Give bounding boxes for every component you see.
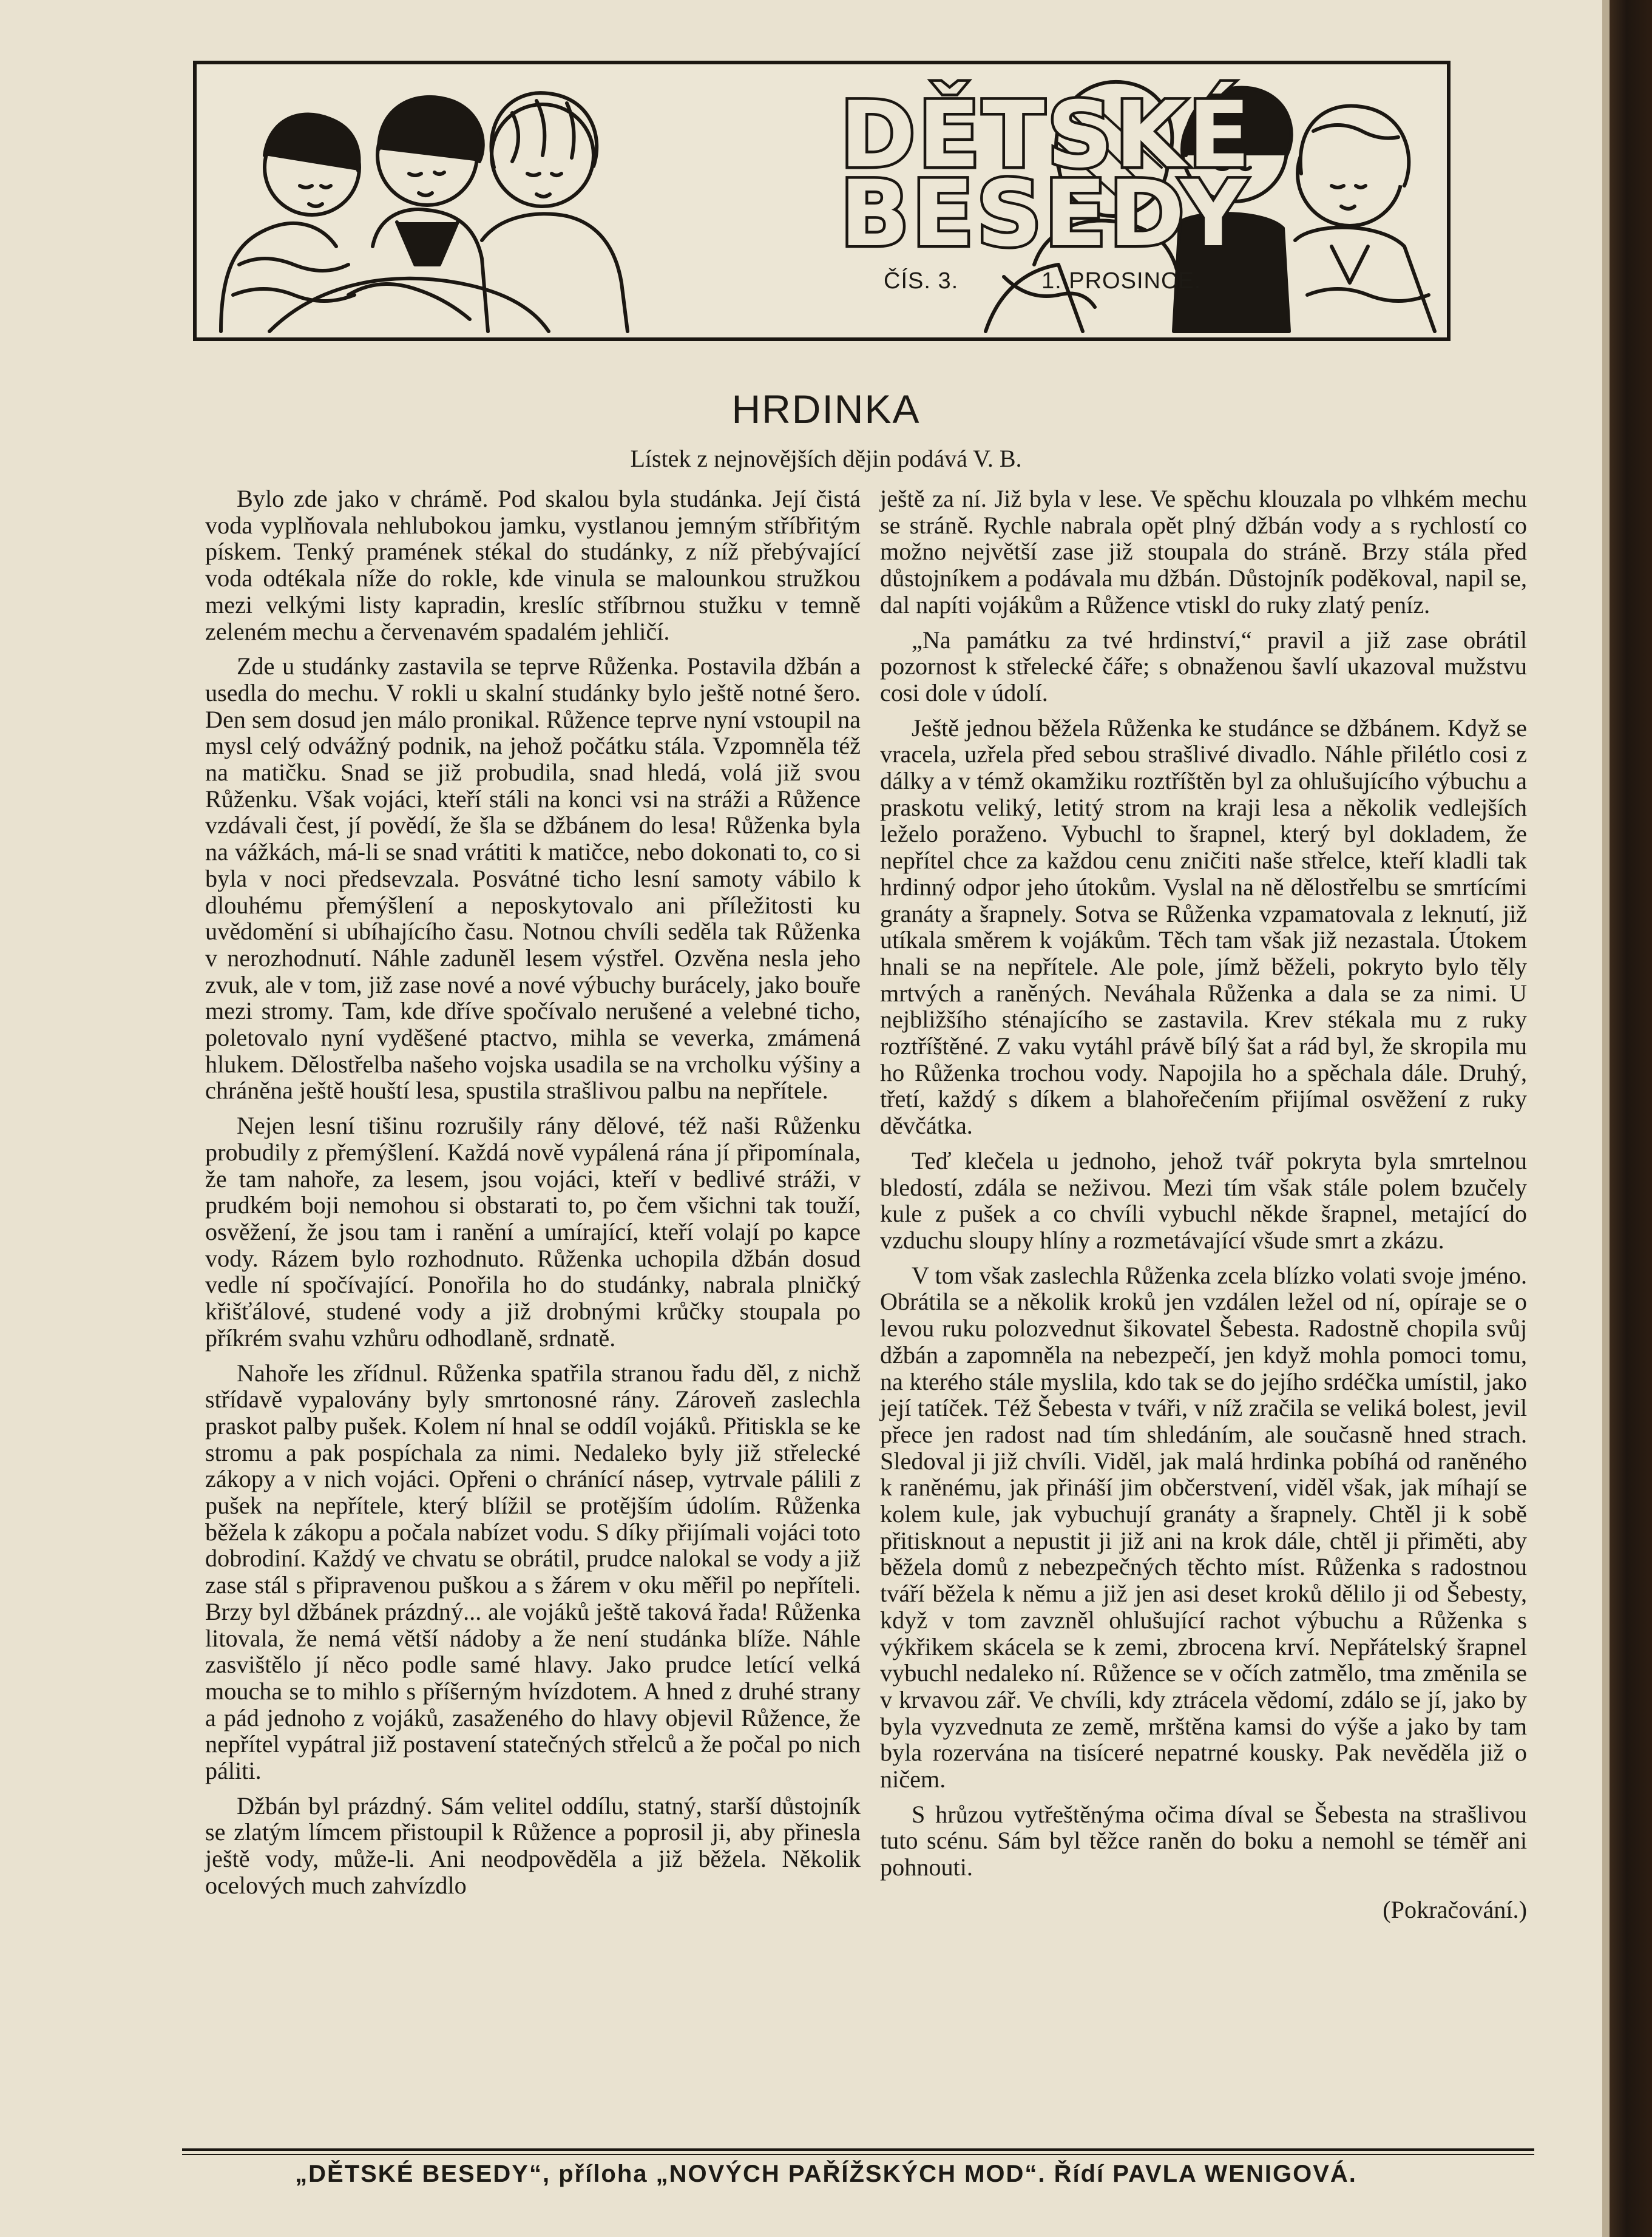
article-column-right bbox=[880, 486, 1527, 1932]
issue-date: 1. PROSINCE. bbox=[1041, 268, 1202, 294]
paragraph: Džbán byl prázdný. Sám velitel oddílu, statný, starší důstojník se zlatým límcem přistoupil k Růžence a poprosil ji, aby přinesla ještě vody, může-li. Ani neodpověděla a již běžela. Několik ocelových much zahvízdlo bbox=[205, 1792, 861, 1899]
paragraph: Nejen lesní tišinu rozrušily rány dělové, též naši Růženku probudily z přemýšlení. Každá nově vypálená rána jí připomínala, že tam nahoře, za lesem, jsou vojáci, kteří v bedlivé stráži, v prudkém boji nemohou si obstarati to, po čem všichni tak touží, osvěžení, že jsou tam i ranění a umírající, kteří volají po kapce vody. Rázem bylo rozhodnuto. Růženka uchopila džbán dosud vedle ní spočívající. Ponořila ho do studánky, nabrala plničký křišťálové, studené vody a již drobnými krůčky stoupala po příkrém svahu vzhůru odhodlaně, srdnatě. bbox=[205, 1112, 861, 1352]
masthead-banner bbox=[193, 61, 1451, 341]
children-illustration bbox=[197, 64, 1447, 337]
paragraph: Ještě jednou běžela Růženka ke studánce se džbánem. Když se vracela, uzřela před sebou strašlivé divadlo. Náhle přilétlo cosi z dálky a v témž okamžiku roztříštěn byl za ohlušujícího výbuchu a praskotu veliký, letitý strom na kraji lesa a několik vedlejších leželo poraženo. Vybuchl to šrapnel, který byl dokladem, že nepřítel chce za každou cenu zničiti naše střelce, kteří kladli tak hrdinný odpor jeho útokům. Vyslal na ně dělostřelbu se smrtícími granáty a šrapnely. Sotva se Růženka vzpamatovala z leknutí, již utíkala směrem k vojákům. Těch tam však již nezastala. Útokem hnali se na nepřítele. Ale pole, jímž běželi, pokryto bylo těly mrtvých a raněných. Neváhala Růženka a dala se za nimi. U nejbližšího sténajícího se zastavila. Krev stékala mu z ruky roztříštěné. Z vaku vytáhl právě bílý šat a rád byl, že skropila mu ho Růženka trochou vody. Napojila ho a spěchala dále. Druhý, třetí, každý s díkem a blahořečením přijímal osvěžení z ruky děvčátka. bbox=[880, 714, 1527, 1140]
issue-number: ČÍS. 3. bbox=[884, 268, 959, 294]
paragraph: Zde u studánky zastavila se teprve Růženka. Postavila džbán a usedla do mechu. V rokli u skalní studánky bylo ještě notné šero. Den sem dosud jen málo pronikal. Růžence teprve nyní vstoupil na mysl celý odvážný podnik, na jehož počátku stála. Vzpomněla též na matičku. Snad se již probudila, snad hledá, volá již svou Růženku. Však vojáci, kteří stáli na konci vsi na stráži a Růžence vzdávali čest, jí povědí, že šla se džbánem do lesa! Růženka byla na vážkách, má-li se snad vrátiti k matičce, nebo dokonati to, co si byla v noci předsevzala. Posvátné ticho lesní samoty vábilo k dlouhému přemýšlení a neposkytovalo ani příležitosti ku uvědomění si ubíhajícího času. Notnou chvíli seděla tak Růženka v nerozhodnutí. Náhle zaduněl lesem výstřel. Ozvěna nesla jeho zvuk, ale v tom, již zase nové a nové výbuchy burácely, jako bouře mezi stromy. Tam, kde dříve spočívalo nerušené a velebné ticho, poletovalo nyní vyděšené ptactvo, mihla se veverka, zmámená hlukem. Dělostřelba našeho vojska usadila se na vrcholku výšiny a chráněna ještě houští lesa, spustila strašlivou palbu na nepřítele. bbox=[205, 652, 861, 1105]
book-spine bbox=[1610, 0, 1652, 2237]
masthead-title-line2: BESEDY bbox=[840, 161, 1249, 267]
masthead-title-line1: DĚTSKÉ bbox=[840, 83, 1253, 188]
paragraph: V tom však zaslechla Růženka zcela blízko volati svoje jméno. Obrátila se a několik kroků jen vzdálen ležel od ní, opíraje se o levou ruku polozvednut šikovatel Šebesta. Radostně chopila svůj džbán a zapomněla na nebezpečí, jen když mohla pomoci tomu, na kterého stále myslila, kdo tak se do jejího srdéčka umístil, jako její tatíček. Též Šebesta v tváři, v níž zračila se veliká bolest, jevil přece jen radost nad tím shledáním, ale současně hned strach. Sledoval ji již chvíli. Viděl, jak malá hrdinka pobíhá od raněného k raněnému, jak přináší jim občerstvení, viděl však, jak míhají se kolem kule, jak vybuchují granáty a šrapnely. Chtěl ji k sobě přitisknout a nepustit ji již ani na krok dále, chtěl ji přiměti, aby běžela domů z nebezpečných těchto míst. Růženka s radostnou tváří běžela k němu a již jen asi deset kroků dělilo ji od Šebesty, když v tom zavzněl ohlušující rachot výbuchu a Růženka s výkřikem skácela se k zemi, zbrocena krví. Nepřátelský šrapnel vybuchl nedaleko ní. Růžence se v očích zatmělo, tma změnila se v krvavou zář. Ve chvíli, kdy ztrácela vědomí, zdálo se jí, jako by byla vyzvednuta ze země, mrštěna kamsi do výše a jako by tam byla rozervána na tisíceré nepatrné kousky. Pak nevěděla již o ničem. bbox=[880, 1261, 1527, 1793]
paragraph: Bylo zde jako v chrámě. Pod skalou byla studánka. Její čistá voda vyplňovala nehlubokou jamku, vystlanou jemným stříbřitým pískem. Tenký pramének stékal do studánky, z níž přebývající voda odtékala níže do rokle, kde vinula se malounkou stružkou mezi velkými listy kapradin, kreslíc stříbrnou stužku v temně zeleném mechu a červenavém spadalém jehličí. bbox=[205, 485, 861, 645]
footer-rule-thin bbox=[182, 2154, 1534, 2155]
footer-publisher-line: „DĚTSKÉ BESEDY“, příloha „NOVÝCH PAŘÍŽSKÝCH MOD“. Řídí PAVLA WENIGOVÁ. bbox=[295, 2161, 1357, 2187]
article-column-left bbox=[205, 486, 861, 1907]
paragraph: Teď klečela u jednoho, jehož tvář pokryta byla smrtelnou bledostí, zdála se neživou. Mezi tím však stále polem bzučely kule z pušek a co chvíli vybuchl někde šrapnel, metající do vzduchu sloupy hlíny a rozmetávající všude smrt a zkázu. bbox=[880, 1146, 1527, 1254]
paragraph: „Na památku za tvé hrdinství,“ pravil a již zase obrátil pozornost k střelecké čáře; s obnaženou šavlí ukazoval mužstvu cosi dole v údolí. bbox=[880, 626, 1527, 706]
paragraph: S hrůzou vytřeštěnýma očima díval se Šebesta na strašlivou tuto scénu. Sám byl těžce raněn do boku a nemohl se téměř ani pohnouti. bbox=[880, 1800, 1527, 1881]
paragraph: Nahoře les zřídnul. Růženka spatřila stranou řadu děl, z nichž střídavě vypalovány byly smrtonosné rány. Zároveň zaslechla praskot palby pušek. Kolem ní hnal se oddíl vojáků. Přitiskla se ke stromu a pak pospíchala za nimi. Nedaleko byly již střelecké zákopy a v nich vojáci. Opřeni o chránící násep, vytrvale pálili z pušek na nepřítele, který blížil se protějším údolím. Růženka běžela k zákopu a počala nabízet vodu. S díky přijímali vojáci toto dobrodiní. Každý ve chvatu se obrátil, prudce nalokal se vody a již zase stál s připravenou puškou a s žárem v oku měřil po nepříteli. Brzy byl džbánek prázdný... ale vojáků ještě taková řada! Růženka litovala, že nemá větší nádoby a že není studánka blíže. Náhle zasvištělo jí něco podle samé hlavy. Jako prudce letící velká moucha se to mihlo s příšerným hvízdotem. A hned z druhé strany a pád jednoho z vojáků, zasaženého do hlavy objevil Růžence, že nepřítel vypátral již postavení statečných střelců a že počal po nich páliti. bbox=[205, 1359, 861, 1785]
page-edge bbox=[1602, 0, 1610, 2237]
footer-rule bbox=[182, 2148, 1534, 2151]
article-title: HRDINKA bbox=[731, 387, 921, 431]
paragraph: ještě za ní. Již byla v lese. Ve spěchu klouzala po vlhkém mechu se stráně. Rychle nabrala opět plný džbán vody a s rychlostí co možno největší zase již stoupala do stráně. Brzy stála před důstojníkem a podávala mu džbán. Důstojník poděkoval, napil se, dal napíti vojákům a Růžence vtiskl do ruky zlatý peníz. bbox=[880, 485, 1527, 618]
article-byline: Lístek z nejnovějších dějin podává V. B. bbox=[630, 445, 1022, 472]
continuation-note: (Pokračování.) bbox=[1383, 1895, 1527, 1923]
